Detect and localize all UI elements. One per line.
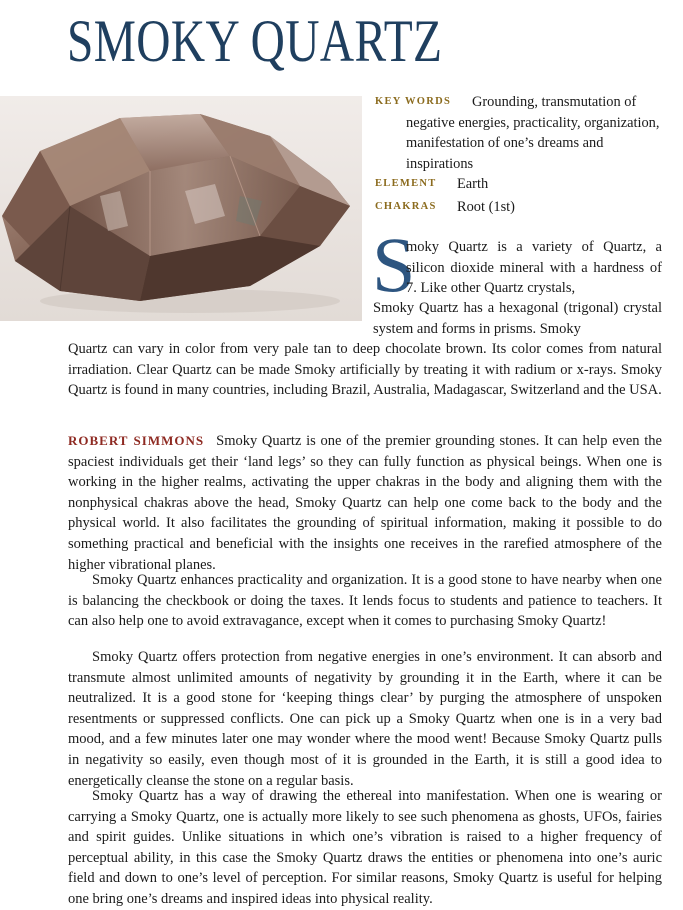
page-title: SMOKY QUARTZ <box>67 8 443 74</box>
robert-simmons-paragraph-1 <box>68 431 662 575</box>
paragraph-3: Smoky Quartz offers protection from negative energies in one’s environment. It can absorb and transmute almost unlimited amounts of negativity by grounding it in the Earth, where it can be neutralized. It is a good stone for ‘keeping things clear’ by purging the atmosphere of unspoken resentments or suppressed conflicts. One can pick up a Smoky Quartz when one is in a very bad mood, and a few minutes later one may wonder where the mood went! Because Smoky Quartz pulls in negativity so easily, even though most of it is grounded in the Earth, it is still a good idea to energetically cleanse the stone on a regular basis. <box>68 649 662 789</box>
intro-text-full: Quartz can vary in color from very pale tan to deep chocolate brown. Its color comes from natural irradiation. Clear Quartz can be made Smoky artificially by treating it with radium or x-rays. Smoky Quartz is found in many countries, including Brazil, Australia, Madagascar, Switzerland and the USA. <box>68 341 662 399</box>
intro-text-side-2: Smoky Quartz has a hexagonal (trigonal) crystal system and forms in prisms. Smoky <box>373 300 662 337</box>
paragraph-1-text: Smoky Quartz is one of the premier grounding stones. It can help even the spaciest individuals get their ‘land legs’ so they can fully function as physical beings. When one is working in the higher realms, activating the upper chakras in the body and aligning them with the nonphysical chakras above the head, Smoky Quartz can help one come back to the body and the physical world. It also facilitates the grounding of spiritual information, making it possible to do something practical and beneficial with the insights one receives in the rarefied atmosphere of the higher vibrational planes. <box>68 433 662 573</box>
intro-text-side: moky Quartz is a variety of Quartz, a silicon dioxide mineral with a hardness of 7. Like other Quartz crystals, <box>406 239 662 297</box>
robert-simmons-label: ROBERT SIMMONS <box>68 433 205 448</box>
paragraph-2: Smoky Quartz enhances practicality and organization. It is a good stone to have nearby when one is balancing the checkbook or doing the taxes. It lends focus to students and patience to teachers. It can also help one to avoid extravagance, except when it comes to purchasing Smoky Quartz! <box>68 572 662 630</box>
chakras-value: Root (1st) <box>457 199 515 215</box>
keywords-text: Grounding, transmutation of negative energies, practicality, organization, manifestation of one’s dreams and inspirations <box>406 94 660 172</box>
drop-cap: S <box>372 221 416 308</box>
smoky-quartz-crystal-photo <box>0 96 362 321</box>
element-value: Earth <box>457 176 489 192</box>
chakras-label: CHAKRAS <box>375 201 437 212</box>
keywords-label: KEY WORDS <box>375 96 452 107</box>
paragraph-4: Smoky Quartz has a way of drawing the ethereal into manifestation. When one is wearing or carrying a Smoky Quartz, one is actually more likely to see such phenomena as ghosts, UFOs, fairies and spirit guides. Unlike situations in which one’s vibration is raised to a higher frequency of perceptual ability, in this case the Smoky Quartz draws the entities or phenomena into one’s auric field and down to one’s level of perception. For similar reasons, Smoky Quartz is useful for helping one bring one’s dreams and inspired ideas into physical reality. <box>68 788 662 907</box>
element-label: ELEMENT <box>375 178 437 189</box>
